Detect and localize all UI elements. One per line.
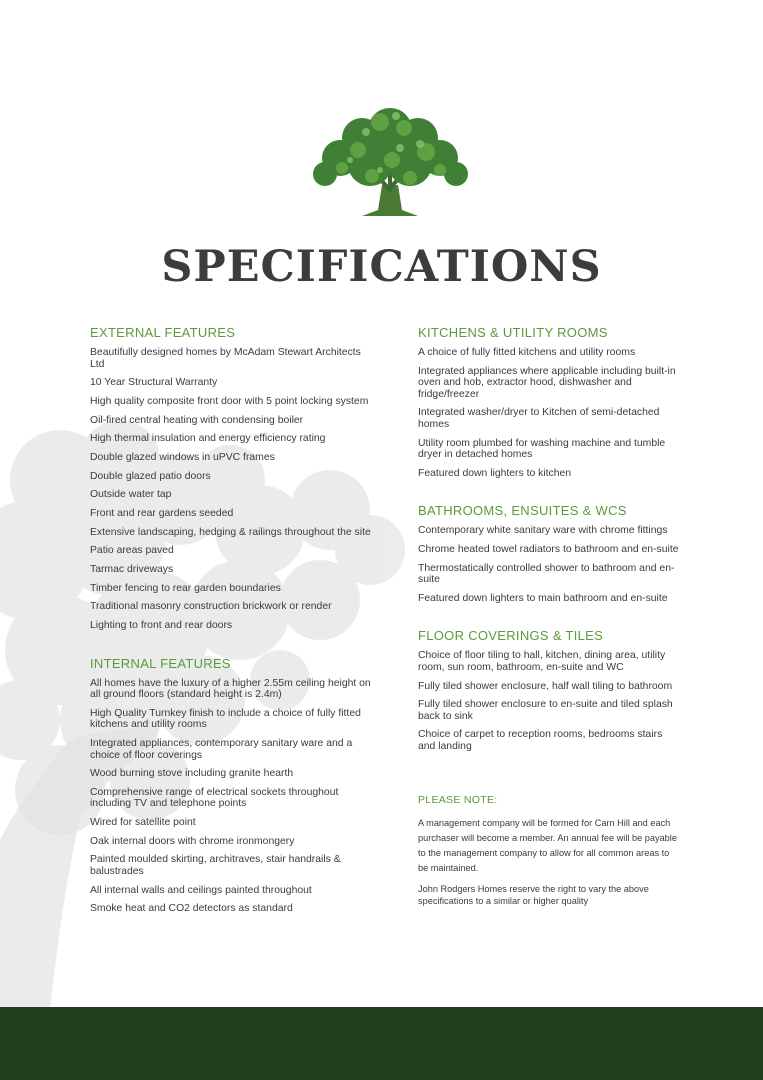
internal-features-heading: INTERNAL FEATURES (90, 655, 231, 671)
list-item: Fully tiled shower enclosure to en-suite and tiled splash back to sink (418, 699, 673, 722)
list-item: All internal walls and ceilings painted throughout (90, 884, 312, 896)
list-item: Integrated appliances, contemporary sanitary ware and a choice of floor coverings (90, 738, 353, 761)
list-item: High Quality Turnkey finish to include a choice of fully fitted kitchens and utility rooms (90, 707, 361, 731)
floor-coverings-section (418, 628, 680, 752)
please-note-heading: PLEASE NOTE: (418, 794, 498, 807)
floor-coverings-list (418, 650, 680, 752)
external-features-heading: EXTERNAL FEATURES (90, 325, 236, 340)
list-item: High quality composite front door with 5 point locking system (90, 395, 369, 407)
list-item: Extensive landscaping, hedging & railings throughout the site (90, 526, 371, 538)
list-item: Smoke heat and CO2 detectors as standard (90, 903, 293, 915)
internal-features-section (90, 656, 372, 915)
list-item: Painted moulded skirting, architraves, stair handrails & balustrades (90, 854, 341, 877)
list-item: High thermal insulation and energy efficiency rating (90, 433, 326, 445)
list-item: Contemporary white sanitary ware with chrome fittings (418, 525, 668, 537)
right-column (418, 325, 680, 914)
list-item: Integrated washer/dryer to Kitchen of semi-detached homes (418, 407, 660, 430)
bathrooms-list (418, 525, 680, 604)
list-item: Thermostatically controlled shower to bathroom and en-suite (418, 562, 675, 586)
list-item: Utility room plumbed for washing machine and tumble dryer in detached homes (418, 437, 666, 461)
list-item: Choice of floor tiling to hall, kitchen, dining area, utility room, sun room, bathroom, en-suite and WC (418, 650, 666, 673)
list-item: Integrated appliances where applicable including built-in oven and hob, extractor hood, dishwasher and fridge/freezer (418, 365, 676, 400)
list-item: Oil-fired central heating with condensing boiler (90, 414, 304, 426)
list-item: Front and rear gardens seeded (90, 508, 234, 519)
variation-note: John Rodgers Homes reserve the right to vary the above specifications to a similar or higher quality (418, 884, 649, 907)
page-title: SPECIFICATIONS (161, 242, 602, 292)
list-item: Timber fencing to rear garden boundaries (90, 582, 281, 594)
list-item: 10 Year Structural Warranty (90, 377, 218, 389)
list-item: Wood burning stove including granite hearth (90, 768, 294, 780)
list-item: Traditional masonry construction brickwork or render (90, 601, 332, 613)
kitchens-list (418, 347, 680, 479)
external-features-list (90, 347, 372, 632)
management-note: A management company will be formed for Carn Hill and each purchaser will become a member. An annual fee will be payable to the management company to allow for all common areas to be maintained. (418, 818, 677, 874)
list-item: Wired for satellite point (90, 817, 196, 829)
bathrooms-section (418, 503, 680, 604)
list-item: Double glazed windows in uPVC frames (90, 451, 275, 463)
kitchens-section (418, 325, 680, 479)
list-item: Lighting to front and rear doors (90, 620, 233, 632)
please-note-section (418, 794, 680, 907)
bathrooms-heading: BATHROOMS, ENSUITES & WCS (418, 503, 627, 519)
list-item: All homes have the luxury of a higher 2.55m ceiling height on all ground floors (standard height is 2.4m) (90, 677, 371, 701)
list-item: A choice of fully fitted kitchens and utility rooms (418, 347, 636, 358)
list-item: Comprehensive range of electrical sockets throughout including TV and telephone points (90, 786, 339, 810)
list-item: Featured down lighters to kitchen (418, 467, 572, 479)
list-item: Beautifully designed homes by McAdam Stewart Architects Ltd (90, 347, 361, 370)
list-item: Oak internal doors with chrome ironmongery (90, 835, 295, 847)
list-item: Chrome heated towel radiators to bathroom and en-suite (418, 543, 679, 555)
list-item: Featured down lighters to main bathroom and en-suite (418, 592, 668, 604)
list-item: Fully tiled shower enclosure, half wall tiling to bathroom (418, 680, 673, 692)
external-features-section (90, 325, 372, 632)
floor-coverings-heading: FLOOR COVERINGS & TILES (418, 628, 604, 644)
list-item: Outside water tap (90, 489, 172, 501)
list-item: Tarmac driveways (90, 564, 174, 576)
left-column (90, 325, 372, 922)
internal-features-list (90, 678, 372, 915)
list-item: Choice of carpet to reception rooms, bedrooms stairs and landing (418, 729, 663, 752)
tree-logo-icon (300, 100, 480, 220)
footer-band (0, 1007, 763, 1080)
list-item: Patio areas paved (90, 545, 174, 557)
list-item: Double glazed patio doors (90, 470, 211, 482)
kitchens-heading: KITCHENS & UTILITY ROOMS (418, 325, 608, 340)
